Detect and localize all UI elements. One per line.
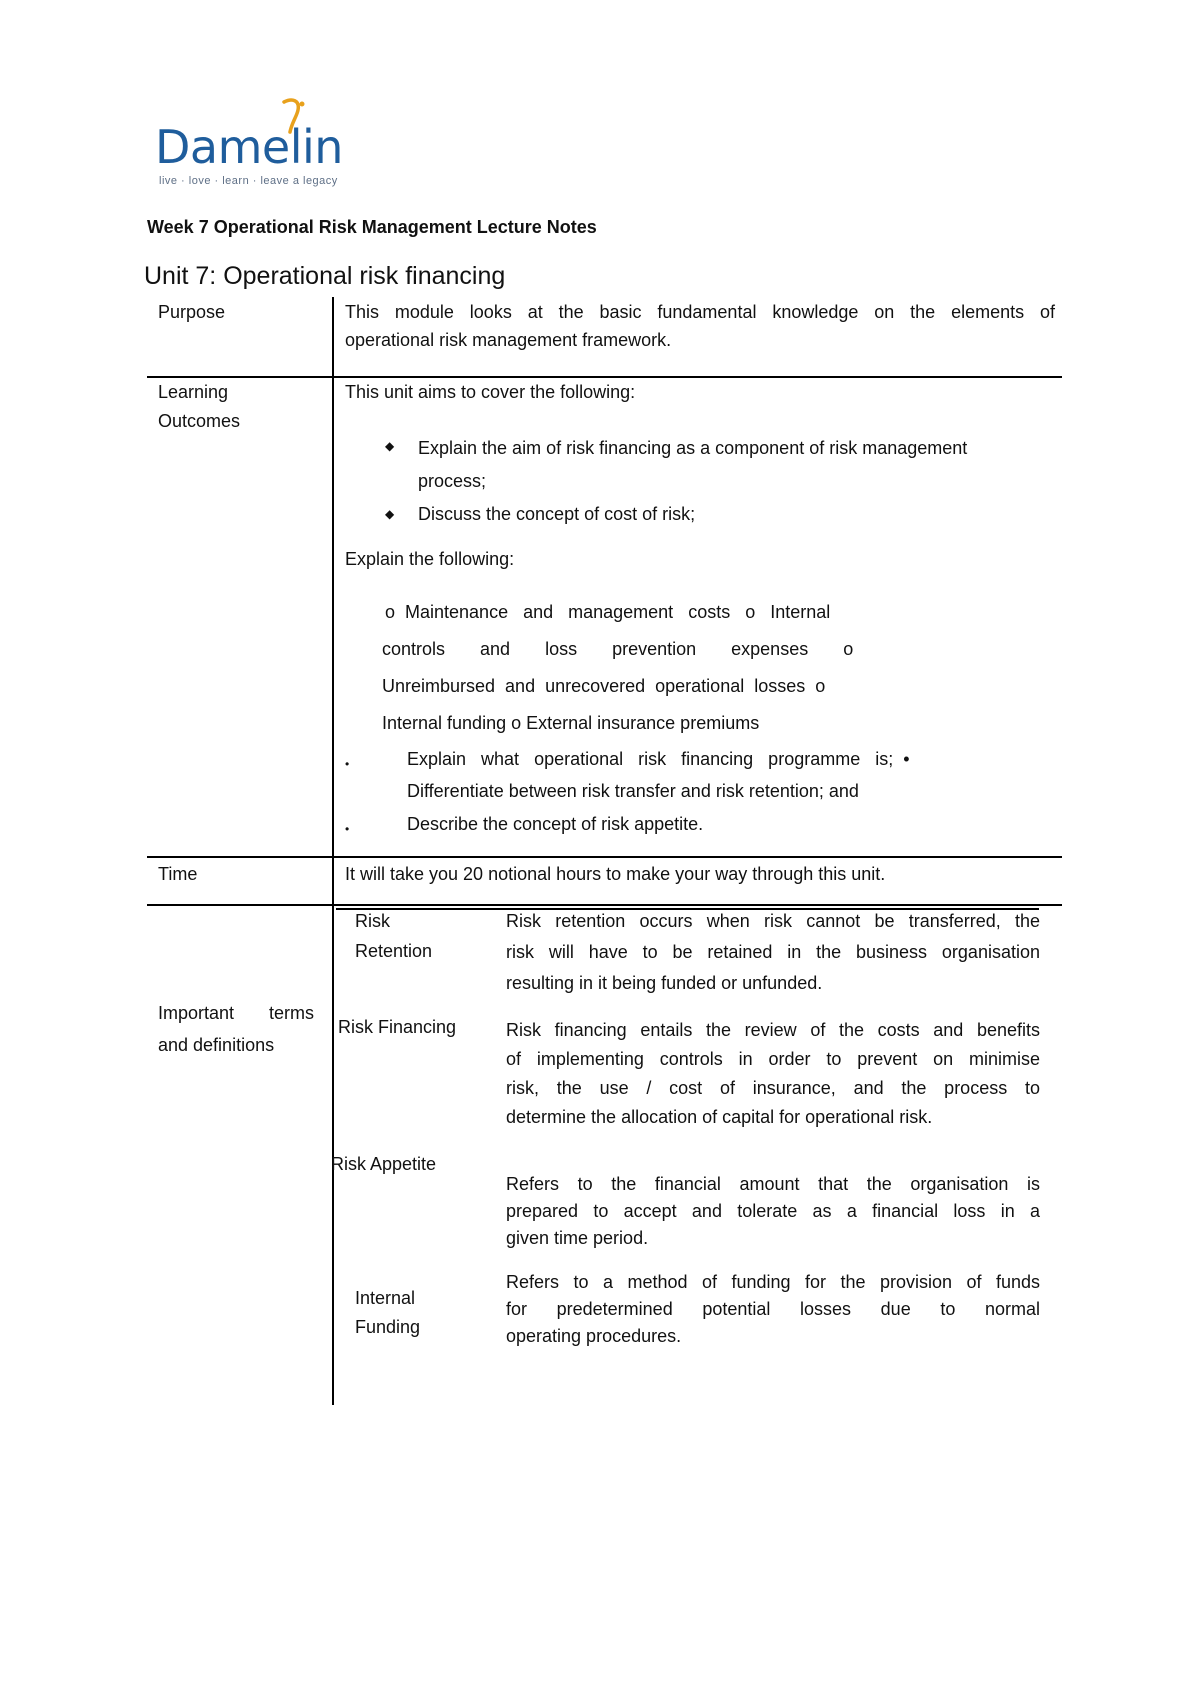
term-definition (506, 906, 1040, 999)
term-definition-line: operating procedures. (506, 1326, 682, 1346)
term-definition-line: resulting in it being funded or unfunded. (506, 973, 823, 993)
term-definition (506, 1171, 1040, 1252)
learning-bullet-line: process; (418, 471, 487, 491)
term-name-line: Risk (355, 911, 390, 931)
final-bullet: Explain what operational risk financing programme is; • (407, 749, 910, 769)
term-definition (506, 1269, 1040, 1350)
term-name-line: Retention (355, 941, 433, 961)
terms-label (158, 997, 314, 1061)
term-name: Risk Financing (338, 1017, 457, 1037)
term-name: Risk Appetite (331, 1154, 437, 1174)
damelin-logo (155, 98, 345, 190)
table-vertical-rule (332, 297, 334, 1405)
document-header: Week 7 Operational Risk Management Lecture Notes (147, 217, 597, 237)
learning-label-line: Learning (158, 382, 229, 402)
learning-label (158, 378, 240, 436)
explain-sub-line: Internal funding o External insurance premiums (382, 713, 760, 733)
final-bullet: Differentiate between risk transfer and risk retention; and (407, 781, 859, 801)
time-label: Time (158, 864, 198, 884)
term-definition-line: Risk retention occurs when risk cannot be transferred, the (506, 911, 1040, 931)
time-text: It will take you 20 notional hours to make your way through this unit. (345, 864, 886, 884)
term-name (355, 1284, 420, 1342)
term-definition (506, 1016, 1040, 1132)
explain-sub-line: controls and loss prevention expenses o (382, 639, 854, 659)
purpose-text (345, 298, 1055, 354)
purpose-line: This module looks at the basic fundamental knowledge on the elements of (345, 302, 1055, 322)
explain-sub-list (382, 594, 853, 742)
explain-sub-line: o Maintenance and management costs o Internal (385, 602, 831, 622)
learning-bullet (418, 432, 967, 498)
explain-sub-line: Unreimbursed and unrecovered operational losses o (382, 676, 826, 696)
term-definition-line: Risk financing entails the review of the costs and benefits (506, 1020, 1040, 1040)
bullet-icon: • (345, 822, 350, 836)
final-bullet: Describe the concept of risk appetite. (407, 814, 704, 834)
term-name (355, 906, 432, 966)
term-definition-line: determine the allocation of capital for operational risk. (506, 1107, 933, 1127)
bullet-icon: ◆ (385, 507, 395, 521)
term-definition-line: risk, the use / cost of insurance, and the process to (506, 1078, 1040, 1098)
terms-label-line: Important terms (158, 1003, 315, 1023)
learning-label-line: Outcomes (158, 411, 241, 431)
term-definition-line: given time period. (506, 1228, 649, 1248)
unit-title: Unit 7: Operational risk financing (144, 262, 506, 290)
term-definition-line: for predetermined potential losses due to normal (506, 1299, 1040, 1319)
term-definition-line: of implementing controls in order to prevent on minimise (506, 1049, 1040, 1069)
term-name-line: Internal (355, 1288, 416, 1308)
term-definition-line: Refers to a method of funding for the provision of funds (506, 1272, 1040, 1292)
logo-wordmark: Damelin (155, 120, 343, 174)
purpose-line: operational risk management framework. (345, 330, 672, 350)
learning-bullet-line: Explain the aim of risk financing as a component of risk management (418, 438, 968, 458)
term-name-line: Funding (355, 1317, 421, 1337)
bullet-icon: • (345, 757, 350, 771)
terms-label-line: and definitions (158, 1035, 275, 1055)
bullet-icon: ◆ (385, 439, 395, 453)
term-definition-line: risk will have to be retained in the business organisation (506, 942, 1040, 962)
learning-intro: This unit aims to cover the following: (345, 382, 636, 402)
learning-bullet: Discuss the concept of cost of risk; (418, 504, 696, 524)
logo-tagline: live · love · learn · leave a legacy (159, 175, 338, 187)
row-divider-learning (147, 856, 1062, 858)
term-definition-line: prepared to accept and tolerate as a financial loss in a (506, 1201, 1040, 1221)
purpose-label: Purpose (158, 302, 226, 322)
explain-label: Explain the following: (345, 549, 515, 569)
term-definition-line: Refers to the financial amount that the organisation is (506, 1174, 1040, 1194)
